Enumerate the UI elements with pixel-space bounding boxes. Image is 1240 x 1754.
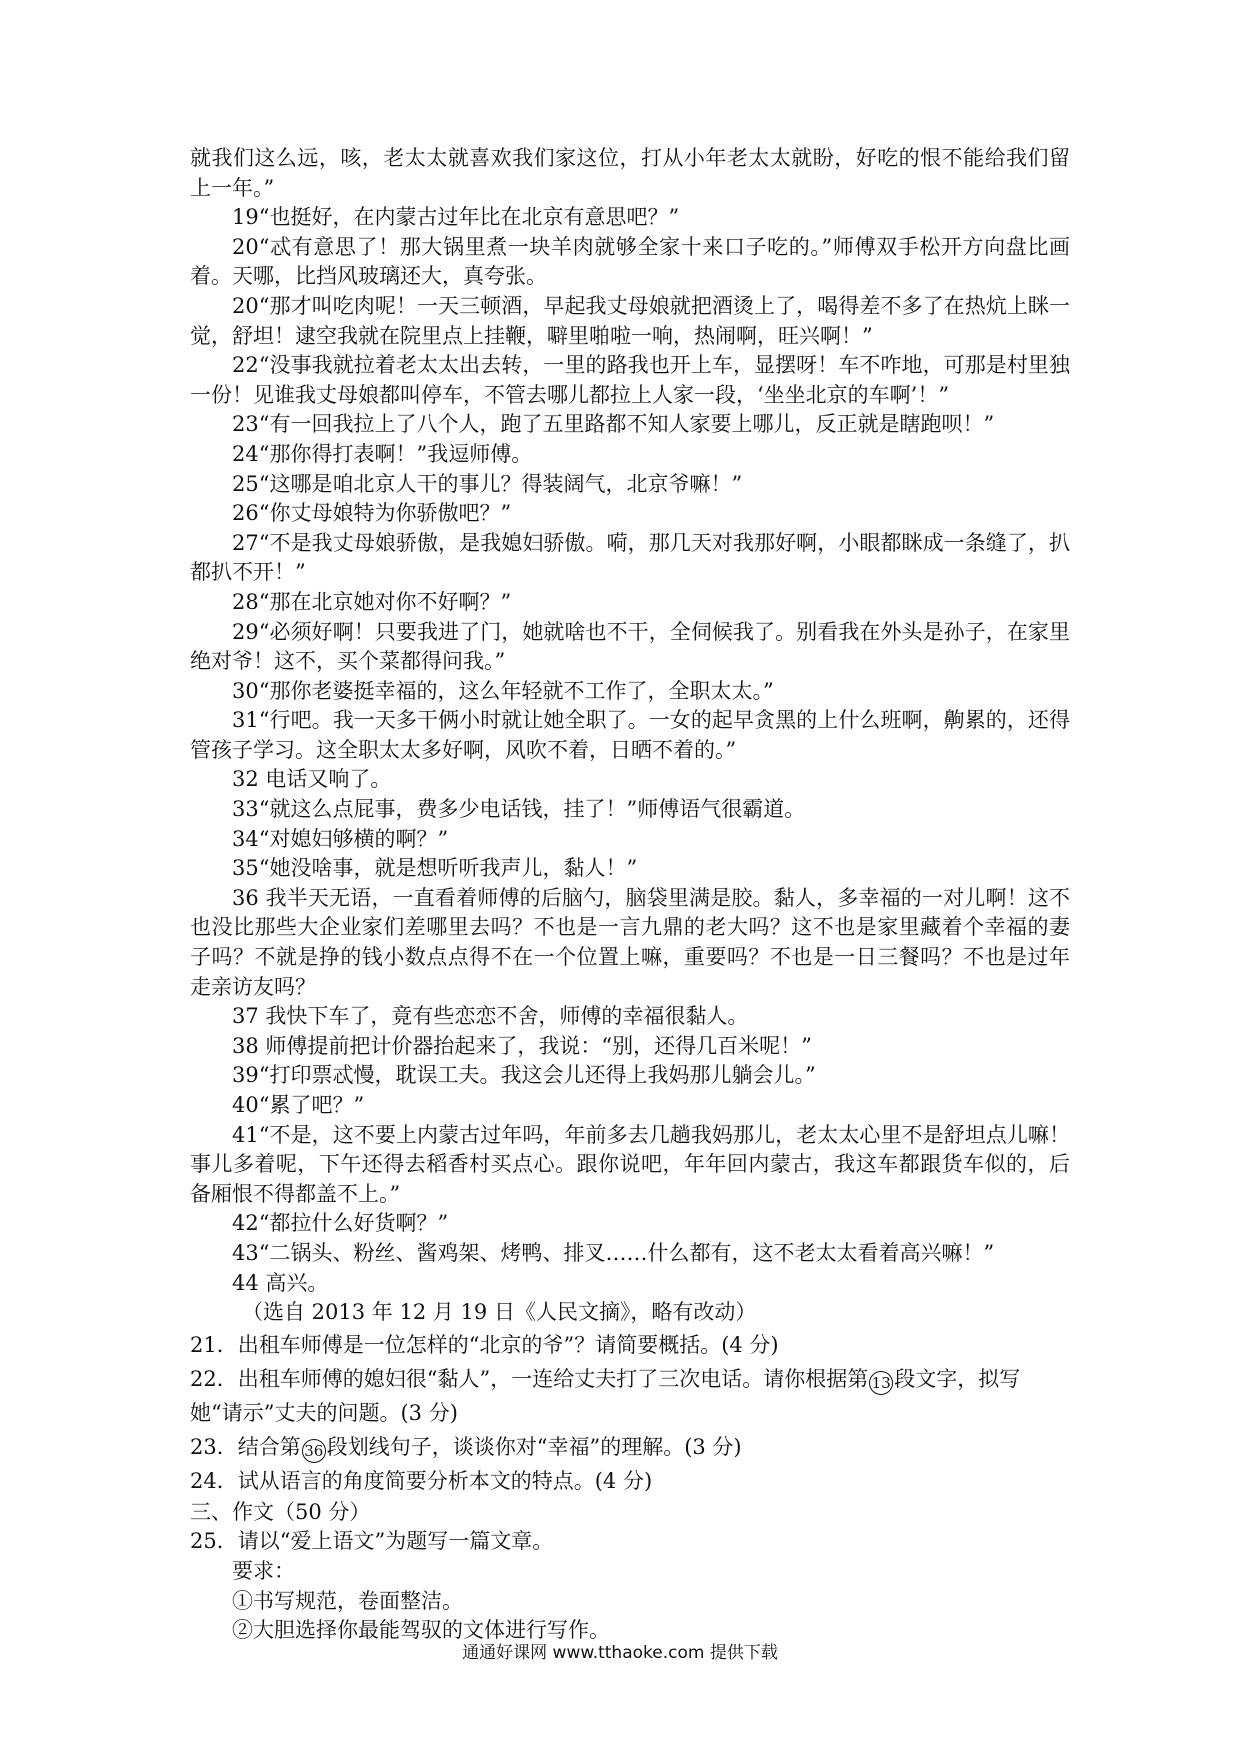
section-heading-composition: 三、作文（50 分） <box>190 1499 371 1524</box>
paragraph-number-circle: 13 <box>869 1371 893 1395</box>
article-paragraph: 25“这哪是咱北京人干的事儿？得装阔气，北京爷嘛！” <box>232 471 743 496</box>
article-paragraph: 28“那在北京她对你不好啊？” <box>232 589 512 614</box>
requirements-label: 要求： <box>232 1558 295 1583</box>
page-footer: 通通好课网 www.tthaoke.com 提供下载 <box>462 1643 778 1663</box>
article-paragraph: 39“打印票忒慢，耽误工夫。我这会儿还得上我妈那儿躺会儿。” <box>232 1063 816 1088</box>
article-paragraph: 34“对媳妇够横的啊？” <box>232 826 449 851</box>
question-21: 21．出租车师傅是一位怎样的“北京的爷”？请简要概括。(4 分) <box>190 1332 779 1357</box>
article-paragraph: 32 电话又响了。 <box>232 767 392 792</box>
article-paragraph: 35“她没啥事，就是想听听我声儿，黏人！” <box>232 856 638 881</box>
article-paragraph: 44 高兴。 <box>232 1270 329 1295</box>
article-paragraph: 37 我快下车了，竟有些恋恋不舍，师傅的幸福很黏人。 <box>232 1004 749 1029</box>
article-paragraph: 36 我半天无语，一直看着师傅的后脑勺，脑袋里满是胶。黏人，多幸福的一对儿啊！这不也没比那些大企业家们差哪里去吗？不也是一言九鼎的老大吗？这不也是家里藏着个幸福的妻子吗？不就是挣的钱小数点点得不在一个位置上嘛，重要吗？不也是一日三餐吗？不也是过年走亲访友吗？ <box>190 885 1070 999</box>
article-paragraphs <box>190 144 1070 1298</box>
article-paragraph: 19“也挺好，在内蒙古过年比在北京有意思吧？” <box>232 205 680 230</box>
source-note: （选自 2013 年 12 月 19 日《人民文摘》，略有改动） <box>242 1300 757 1325</box>
article-paragraph: 27“不是我丈母娘骄傲，是我媳妇骄傲。嗬，那几天对我那好啊，小眼都眯成一条缝了，扒都扒不开！” <box>190 530 1070 585</box>
question-23 <box>190 1430 1070 1464</box>
article-paragraph: 43“二锅头、粉丝、酱鸡架、烤鸭、排叉……什么都有，这不老太太看着高兴嘛！” <box>232 1240 995 1265</box>
article-paragraph: 24“那你得打表啊！”我逗师傅。 <box>232 441 533 466</box>
article-paragraph: 31“行吧。我一天多干俩小时就让她全职了。一女的起早贪黑的上什么班啊，齁累的，还得管孩子学习。这全职太太多好啊，风吹不着，日晒不着的。” <box>190 708 1070 762</box>
question-25: 25．请以“爱上语文”为题写一篇文章。 <box>190 1529 554 1554</box>
article-paragraph: 33“就这么点屁事，费多少电话钱，挂了！”师傅语气很霸道。 <box>232 797 806 822</box>
article-paragraph: 30“那你老婆挺幸福的，这么年轻就不工作了，全职太太。” <box>232 678 774 703</box>
article-paragraph: 41“不是，这不要上内蒙古过年吗，年前多去几趟我妈那儿，老太太心里不是舒坦点儿嘛！事儿多着呢，下午还得去稻香村买点心。跟你说吧，年年回内蒙古，我这车都跟货车似的，后备厢恨不得都盖不上。” <box>190 1122 1070 1206</box>
article-paragraph: 就我们这么远，咳，老太太就喜欢我们家这位，打从小年老太太就盼，好吃的恨不能给我们留上一年。” <box>190 146 1070 200</box>
question-22 <box>190 1362 1070 1430</box>
question-22-text-b: 段文字，拟写她“请示”丈夫的问题。(3 分) <box>190 1366 1021 1425</box>
paragraph-number-circle: 36 <box>302 1439 326 1463</box>
page-content <box>190 144 1070 1646</box>
article-paragraph: 42“都拉什么好货啊？” <box>232 1211 449 1236</box>
article-paragraph: 29“必须好啊！只要我进了门，她就啥也不干，全伺候我了。别看我在外头是孙子，在家里绝对爷！这不，买个菜都得问我。” <box>190 619 1070 674</box>
article-paragraph: 22“没事我就拉着老太太出去转，一里的路我也开上车，显摆呀！车不咋地，可那是村里独一份！见谁我丈母娘都叫停车，不管去哪儿都拉上人家一段，‘坐坐北京的车啊’！” <box>190 353 1070 407</box>
article-paragraph: 20“那才叫吃肉呢！一天三顿酒，早起我丈母娘就把酒烫上了，喝得差不多了在热炕上眯一觉，舒坦！逮空我就在院里点上挂鞭，噼里啪啦一响，热闹啊，旺兴啊！” <box>190 293 1070 348</box>
article-paragraph: 40“累了吧？” <box>232 1093 365 1117</box>
question-22-text-a: 22．出租车师傅的媳妇很“黏人”，一连给丈夫打了三次电话。请你根据第 <box>190 1366 869 1391</box>
article-paragraph: 20“忒有意思了！那大锅里煮一块羊肉就够全家十来口子吃的。”师傅双手松开方向盘比画着。天哪，比挡风玻璃还大，真夸张。 <box>190 234 1070 289</box>
question-23-text-a: 23．结合第 <box>190 1434 301 1459</box>
requirement-item: ②大胆选择你最能驾驭的文体进行写作。 <box>232 1618 610 1643</box>
article-paragraph: 23“有一回我拉上了八个人，跑了五里路都不知人家要上哪儿，反正就是瞎跑呗！” <box>232 412 995 437</box>
article-paragraph: 26“你丈母娘特为你骄傲吧？” <box>232 501 512 526</box>
question-24: 24．试从语言的角度简要分析本文的特点。(4 分) <box>190 1468 653 1493</box>
question-23-text-b: 段划线句子，谈谈你对“幸福”的理解。(3 分) <box>326 1434 742 1459</box>
article-paragraph: 38 师傅提前把计价器抬起来了，我说：“别，还得几百米呢！” <box>232 1033 812 1058</box>
requirement-item: ①书写规范，卷面整洁。 <box>232 1588 463 1613</box>
